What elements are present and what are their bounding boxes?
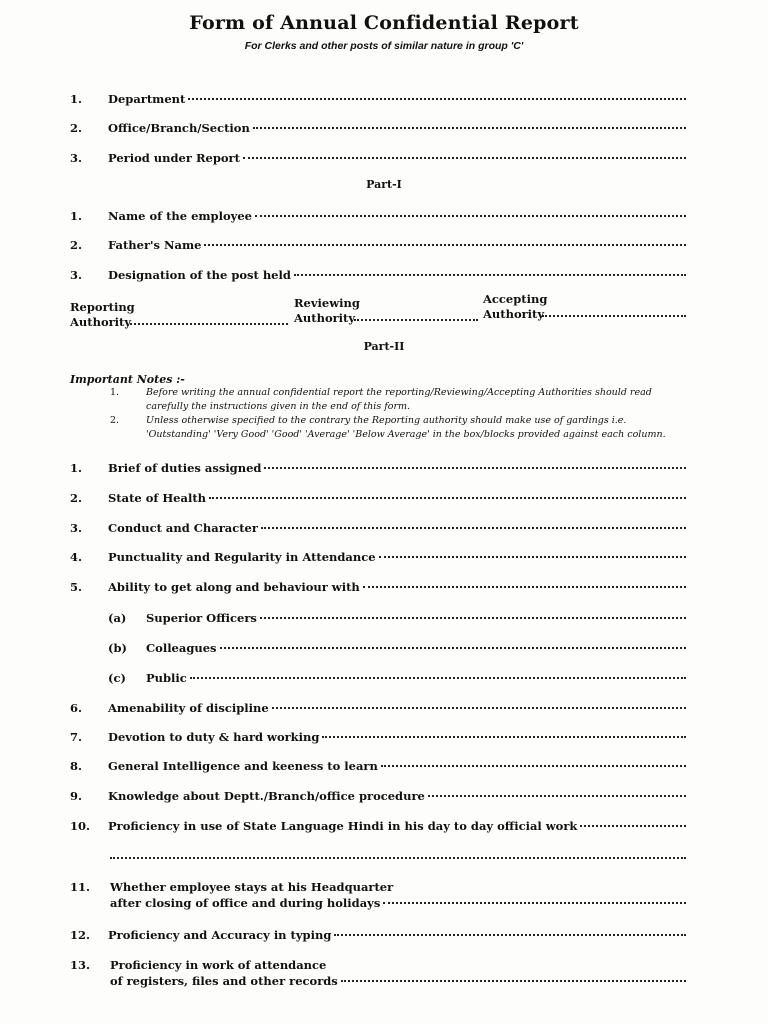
note-number: 1. [110, 387, 120, 398]
field-number: 1. [70, 209, 83, 223]
field-number: 11. [70, 880, 91, 894]
reviewing-label-line1: Reviewing [294, 296, 360, 310]
field-number: 1. [70, 92, 83, 106]
fill-line[interactable] [209, 497, 686, 499]
fill-line[interactable] [383, 902, 686, 904]
reporting-authority-field[interactable] [130, 323, 288, 325]
field-label: Punctuality and Regularity in Attendance [108, 550, 376, 564]
field-label-line2: after closing of office and during holidays [110, 896, 381, 910]
devotion-field[interactable] [70, 730, 686, 748]
field-number: (c) [108, 671, 126, 685]
field-label: Public [146, 671, 187, 685]
form-subtitle: For Clerks and other posts of similar nature in group 'C' [244, 40, 524, 52]
public-field[interactable] [70, 671, 686, 689]
accepting-authority-field[interactable] [542, 315, 686, 317]
field-label: Conduct and Character [108, 521, 258, 535]
fill-line[interactable] [264, 467, 686, 469]
field-label: Brief of duties assigned [108, 461, 262, 475]
field-label: General Intelligence and keeness to learn [108, 759, 378, 773]
fill-line[interactable] [428, 795, 686, 797]
field-label: Office/Branch/Section [108, 121, 250, 135]
records-proficiency-field[interactable] [70, 958, 686, 992]
field-label-line1: Proficiency in work of attendance [110, 958, 327, 972]
important-notes-title: Important Notes :- [70, 373, 185, 386]
field-number: 12. [70, 928, 91, 942]
field-number: 2. [70, 491, 83, 505]
hindi-proficiency-field[interactable] [70, 819, 686, 837]
fill-line[interactable] [381, 765, 686, 767]
fill-line[interactable] [204, 244, 686, 246]
fill-line[interactable] [243, 157, 686, 159]
field-label: Designation of the post held [108, 268, 291, 282]
field-label: Ability to get along and behaviour with [108, 580, 360, 594]
field-number: 1. [70, 461, 83, 475]
field-number: 3. [70, 268, 83, 282]
fill-line[interactable] [322, 736, 686, 738]
field-number: 9. [70, 789, 83, 803]
procedure-knowledge-field[interactable] [70, 789, 686, 807]
punctuality-field[interactable] [70, 550, 686, 568]
field-label: State of Health [108, 491, 206, 505]
duties-assigned-field[interactable] [70, 461, 686, 479]
note-1 [110, 386, 690, 414]
field-label-line2: of registers, files and other records [110, 974, 338, 988]
fill-line[interactable] [294, 274, 686, 276]
intelligence-field[interactable] [70, 759, 686, 777]
fill-line[interactable] [363, 586, 686, 588]
fill-line[interactable] [379, 556, 686, 558]
fill-line[interactable] [272, 707, 686, 709]
employee-name-field[interactable] [70, 209, 686, 227]
field-number: 2. [70, 238, 83, 252]
conduct-character-field[interactable] [70, 521, 686, 539]
reporting-label-line1: Reporting [70, 300, 135, 314]
field-label: Proficiency and Accuracy in typing [108, 928, 332, 942]
field-label: Knowledge about Deptt./Branch/office procedure [108, 789, 425, 803]
ability-behaviour-field[interactable] [70, 580, 686, 598]
fill-line[interactable] [253, 127, 686, 129]
state-of-health-field[interactable] [70, 491, 686, 509]
superior-officers-field[interactable] [70, 611, 686, 629]
field-number: (b) [108, 641, 127, 655]
reviewing-label-line2: Authority [294, 311, 356, 325]
field-label: Colleagues [146, 641, 217, 655]
period-under-report-field[interactable] [70, 151, 686, 169]
reviewing-authority-field[interactable] [354, 319, 478, 321]
fill-line[interactable] [190, 677, 686, 679]
field-number: 10. [70, 819, 91, 833]
note-number: 2. [110, 415, 120, 426]
note-2 [110, 414, 690, 442]
fill-line[interactable] [580, 825, 686, 827]
fill-line[interactable] [255, 215, 686, 217]
field-number: 8. [70, 759, 83, 773]
field-number: 3. [70, 521, 83, 535]
hindi-proficiency-continuation-line[interactable] [110, 857, 686, 859]
fill-line[interactable] [334, 934, 686, 936]
colleagues-field[interactable] [70, 641, 686, 659]
field-number: 13. [70, 958, 91, 972]
field-label: Department [108, 92, 186, 106]
field-label: Proficiency in use of State Language Hindi in his day to day official work [108, 819, 578, 833]
reporting-label-line2: Authority [70, 315, 132, 329]
field-number: 7. [70, 730, 83, 744]
discipline-field[interactable] [70, 701, 686, 719]
field-number: 6. [70, 701, 83, 715]
field-number: 3. [70, 151, 83, 165]
fill-line[interactable] [341, 980, 686, 982]
note-text: Before writing the annual confidential report the reporting/Reviewing/Accepting Authorities should read carefully the instructions given in the end of this form. [146, 387, 652, 412]
fathers-name-field[interactable] [70, 238, 686, 256]
fill-line[interactable] [220, 647, 686, 649]
designation-field[interactable] [70, 268, 686, 286]
field-label: Name of the employee [108, 209, 252, 223]
note-text: Unless otherwise specified to the contrary the Reporting authority should make use of gardings i.e. 'Outstanding' 'Very Good' 'Good' 'Average' 'Below Average' in the box/blocks provided against each column. [146, 415, 666, 440]
field-number: 2. [70, 121, 83, 135]
office-branch-section-field[interactable] [70, 121, 686, 139]
fill-line[interactable] [261, 527, 686, 529]
part-2-heading: Part-II [363, 340, 405, 353]
field-label-line1: Whether employee stays at his Headquarter [110, 880, 394, 894]
field-label: Period under Report [108, 151, 240, 165]
accepting-label-line2: Authority [483, 307, 545, 321]
form-title: Form of Annual Confidential Report [189, 12, 579, 34]
fill-line[interactable] [188, 98, 686, 100]
typing-proficiency-field[interactable] [70, 928, 686, 946]
field-label: Amenability of discipline [108, 701, 269, 715]
fill-line[interactable] [260, 617, 686, 619]
field-label: Father's Name [108, 238, 202, 252]
field-number: (a) [108, 611, 127, 625]
field-number: 4. [70, 550, 83, 564]
headquarter-stay-field[interactable] [70, 880, 686, 914]
field-number: 5. [70, 580, 83, 594]
department-field[interactable] [70, 92, 686, 110]
accepting-label-line1: Accepting [483, 292, 548, 306]
field-label: Superior Officers [146, 611, 257, 625]
part-1-heading: Part-I [366, 178, 402, 191]
field-label: Devotion to duty & hard working [108, 730, 320, 744]
